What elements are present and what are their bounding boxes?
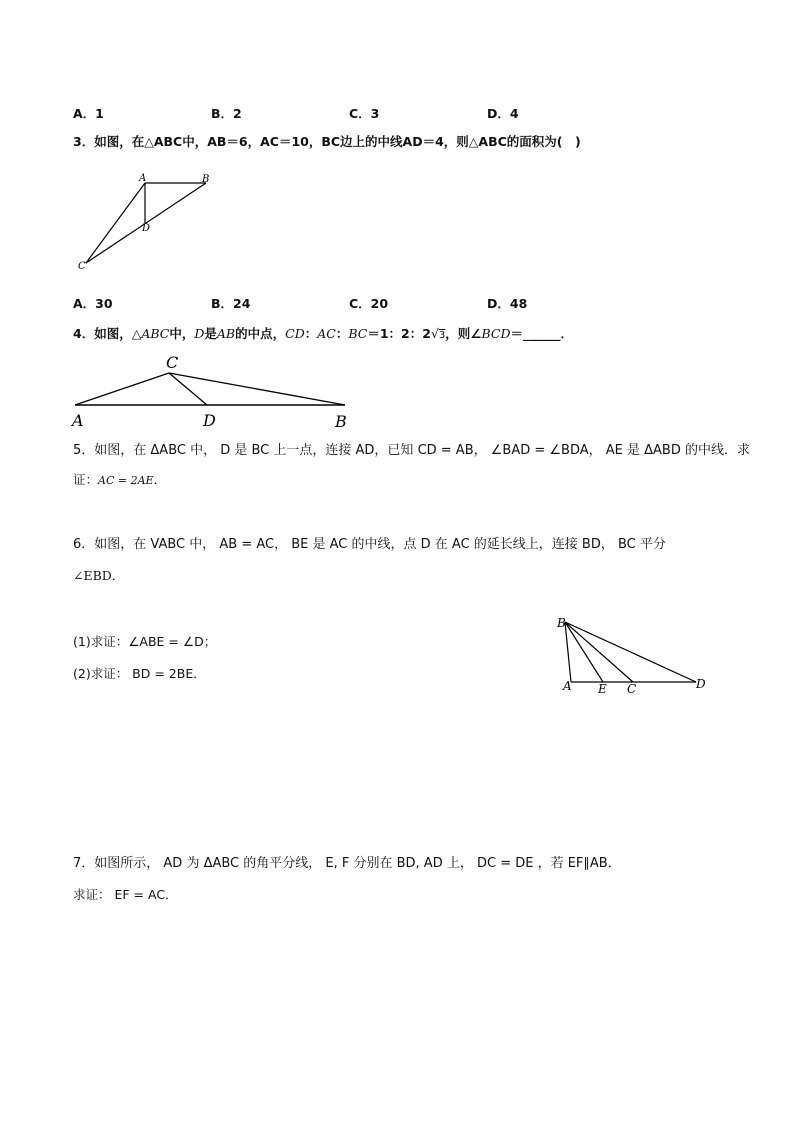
q2-option-c: C．3 xyxy=(349,106,380,121)
q3-segment-ac xyxy=(86,183,145,263)
q3-option-b: B．24 xyxy=(211,296,251,311)
q6-label-a: A xyxy=(563,679,572,693)
q6-part1: (1)求证：∠ABE = ∠D； xyxy=(73,634,217,649)
q4-figure xyxy=(70,350,360,432)
q6-label-e: E xyxy=(598,682,607,696)
q7-line2: 求证： EF = AC． xyxy=(73,887,178,902)
q2-option-b: B．2 xyxy=(211,106,242,121)
q5-line1: 5．如图，在 ΔABC 中， D 是 BC 上一点，连接 AD，已知 CD = AB， ∠BAD = ∠BDA， AE 是 ΔABD 的中线．求 xyxy=(73,443,750,458)
q3-option-d: D．48 xyxy=(487,296,528,311)
q4-label-c: C xyxy=(166,353,179,372)
q3-label-a: A xyxy=(139,173,147,184)
q7-line1: 7．如图所示， AD 为 ΔABC 的角平分线， E, F 分别在 BD, AD 上， DC = DE ，若 EF∥AB． xyxy=(73,856,621,871)
q3-option-a: A．30 xyxy=(73,296,113,311)
q6-label-d: D xyxy=(696,677,706,691)
q6-line2: ∠EBD． xyxy=(73,568,125,583)
q2-option-d: D．4 xyxy=(487,106,519,121)
q3-text: 3．如图，在△ABC中，AB＝6，AC＝10，BC边上的中线AD＝4，则△ABC的面积为( ) xyxy=(73,134,581,149)
q3-label-c: C xyxy=(78,261,86,272)
q3-option-c: C．20 xyxy=(349,296,389,311)
q2-option-a: A．1 xyxy=(73,106,104,121)
q4-segment-cb xyxy=(169,373,345,405)
q4-segment-cd xyxy=(169,373,207,405)
q5-line2: 证：AC = 2AE． xyxy=(73,472,167,487)
q6-part2: (2)求证： BD = 2BE． xyxy=(73,666,206,681)
q6-segment-bc xyxy=(565,622,633,682)
q4-text: 4．如图，△ABC中，D是AB的中点，CD：AC：BC＝1：2：2√3，则∠BCD＝______． xyxy=(73,326,574,341)
q3-figure xyxy=(70,168,230,278)
q3-label-d: D xyxy=(142,223,151,234)
q6-line1: 6．如图，在 VABC 中， AB = AC， BE 是 AC 的中线，点 D 在 AC 的延长线上，连接 BD， BC 平分 xyxy=(73,537,666,552)
q4-label-a: A xyxy=(72,411,84,430)
q4-label-d: D xyxy=(203,411,216,430)
q6-label-b: B xyxy=(557,616,566,630)
q4-segment-ac xyxy=(75,373,169,405)
q4-label-b: B xyxy=(335,412,347,431)
q3-label-b: B xyxy=(202,174,210,185)
q6-figure xyxy=(548,612,718,698)
q6-label-c: C xyxy=(627,682,637,696)
